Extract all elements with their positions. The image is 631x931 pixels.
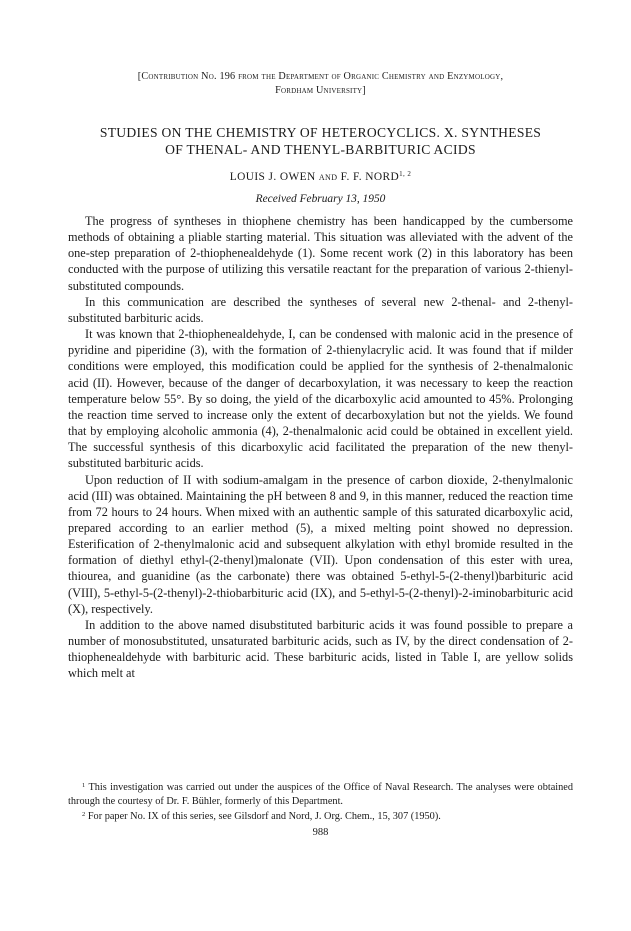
footnote-text: For paper No. IX of this series, see Gilsdorf and Nord, J. Org. Chem., 15, 307 (1950). [87,811,441,822]
page-number: 988 [312,827,329,838]
contribution-line-1: [Contribution No. 196 from the Department of Organic Chemistry and Enzymology, [137,71,504,82]
author-1: LOUIS J. OWEN [229,171,316,183]
article-body [68,213,573,682]
footnote [68,808,573,824]
title-line-2: OF THENAL- AND THENYL-BARBITURIC ACIDS [165,142,476,157]
article-title [68,124,573,158]
contribution-note [68,70,573,98]
paragraph: In this communication are described the syntheses of several new 2-thenal- and 2-thenyl-substituted barbituric acids. [68,294,573,325]
author-connector: and [318,171,338,183]
paragraph: In addition to the above named disubstituted barbituric acids it was found possible to prepare a number of monosubstituted, unsaturated barbituric acids, such as IV, by the direct condensation of 2-thiophenealdehyde with barbituric acid. These barbituric acids, listed in Table I, are yellow solids which melt at [68,617,573,681]
paragraph: It was known that 2-thiophenealdehyde, I, can be condensed with malonic acid in the presence of pyridine and piperidine (3), with the formation of 2-thienylacrylic acid. It was found that if milder conditions were employed, this modification could be applied for the synthesis of 2-thenalmalonic acid (II). However, because of the danger of decarboxylation, it was necessary to keep the reaction temperature below 55°. By so doing, the yield of the dicarboxylic acid amounted to 45%. Prolonging the reaction time served to increase only the extent of decarboxylation but not the yields. We found that by employing alcoholic ammonia (4), 2-thenalmalonic acid could be obtained in excellent yield. The successful synthesis of this dicarboxylic acid facilitated the preparation of the new thenyl-substituted barbituric acids. [68,327,573,471]
paragraph: Upon reduction of II with sodium-amalgam in the presence of carbon dioxide, 2-thenylmalonic acid (III) was obtained. Maintaining the pH between 8 and 9, in this manner, reduced the reaction time from 72 hours to 24 hours. When mixed with an authentic sample of this saturated dicarboxylic acid, prepared according to an earlier method (5), a mixed melting point showed no depression. Esterification of 2-thenylmalonic acid and subsequent alkylation with ethyl bromide resulted in the formation of diethyl ethyl-(2-thenyl)malonate (VII). Upon condensation of this ester with urea, thiourea, and guanidine (as the carbonate) there was obtained 5-ethyl-5-(2-thenyl)barbituric acid (VIII), 5-ethyl-5-(2-thenyl)-2-thiobarbituric acid (IX), and 5-ethyl-5-(2-thenyl)-2-iminobarbituric acid (X), respectively. [68,472,573,616]
footnote-mark: 1 [82,782,86,789]
footnote [68,779,573,808]
footnotes [68,779,573,824]
paragraph: The progress of syntheses in thiophene chemistry has been handicapped by the cumbersome methods of obtaining a pliable starting material. This situation was alleviated with the advent of the one-step preparation of 2-thiophenealdehyde (1). Some recent work (2) in this laboratory has been conducted with the purpose of utilizing this versatile reactant for the preparation of various 2-thienyl-substituted compounds. [68,214,573,293]
footnote-text: This investigation was carried out under the auspices of the Office of Naval Research. The analyses were obtained through the courtesy of Dr. F. Bühler, formerly of this Department. [68,782,573,807]
footnote-mark: 2 [82,811,86,818]
contribution-line-2: Fordham University] [275,85,366,96]
author-line [68,170,573,183]
author-2: F. F. NORD [340,171,400,183]
author-footnote-marks: 1, 2 [399,170,412,178]
title-line-1: STUDIES ON THE CHEMISTRY OF HETEROCYCLICS. X. SYNTHESES [99,125,542,140]
received-date: Received February 13, 1950 [255,193,386,205]
